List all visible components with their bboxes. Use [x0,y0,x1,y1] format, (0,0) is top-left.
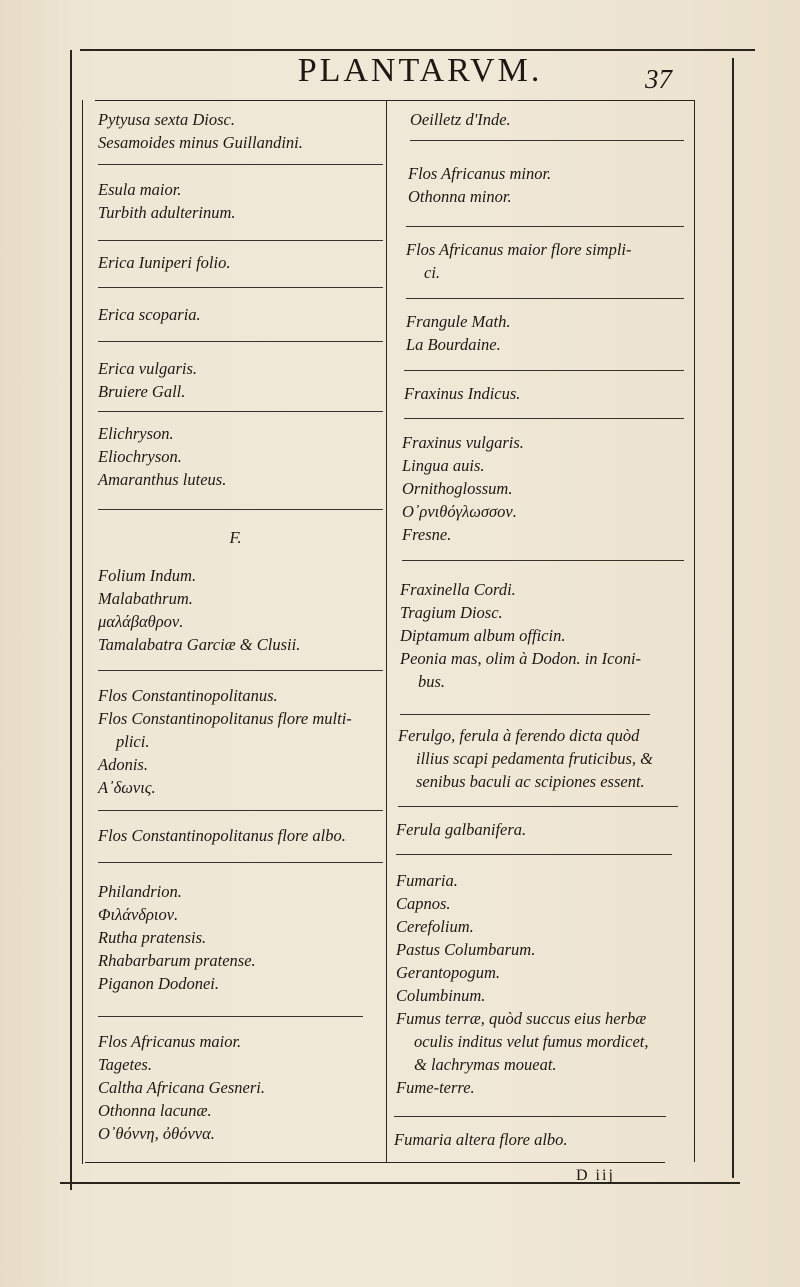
separator [406,226,684,227]
section-heading: F. [229,528,242,547]
entry-line: Ο᾽θόννη, ὀθόννα. [98,1124,215,1143]
bottom-rule [85,1162,665,1163]
entry-line: bus. [418,672,446,691]
entry-line: Malabathrum. [98,589,193,608]
section-letter-f [98,526,383,549]
entry-ferulgo [398,724,684,793]
left-column [98,104,383,1160]
entry-line: oculis inditus velut fumus mordicet, [414,1032,649,1051]
footer-rule [60,1182,740,1184]
page-number: 37 [645,64,672,94]
entry-fraxinus-vulgaris [402,431,684,546]
entry-line: Rhabarbarum pratense. [98,951,256,970]
frame-right-rule [732,58,734,1178]
entry-line: Bruiere Gall. [98,382,186,401]
entry-line: illius scapi pedamenta fruticibus, & [416,749,653,768]
separator [396,854,672,855]
separator [406,298,684,299]
entry-line: Columbinum. [396,986,486,1005]
entry-line: Ο᾽ρνιθόγλωσσον. [402,502,517,521]
entry-line: Flos Constantinopolitanus flore albo. [98,826,346,845]
entry-fraxinella [400,578,684,693]
entry-line: Ferula galbanifera. [396,820,527,839]
entry-line: Flos Africanus maior. [98,1032,242,1051]
entry-line: Tragium Diosc. [400,603,503,622]
entry-line: Pytyusa sexta Diosc. [98,110,236,129]
entry-line: Fraxinella Cordi. [400,580,516,599]
separator [98,287,383,288]
separator [98,240,383,241]
entry-line: Ornithoglossum. [402,479,513,498]
right-col-rule [694,100,695,1162]
entry-pytyusa [98,108,383,154]
entry-fumaria-altera [394,1128,684,1151]
separator [98,862,383,863]
entry-line: Erica scoparia. [98,305,201,324]
frame-inner-left-rule [82,100,83,1164]
entry-line: Fraxinus vulgaris. [402,433,524,452]
entry-line: Adonis. [98,755,148,774]
entry-flos-africanus-minor [408,162,684,208]
right-column [392,104,684,1160]
entry-line: Rutha pratensis. [98,928,207,947]
entry-ferula-galbanifera [396,818,684,841]
separator [98,670,383,671]
entry-folium-indum [98,564,383,656]
entry-line: Capnos. [396,894,451,913]
entry-line: Erica Iuniperi folio. [98,253,231,272]
entry-line: Ferulgo, ferula à ferendo dicta quòd [398,726,640,745]
entry-line: Turbith adulterinum. [98,203,236,222]
entry-line: Sesamoides minus Guillandini. [98,133,303,152]
entry-philandrion [98,880,383,995]
entry-line: Othonna lacunæ. [98,1101,212,1120]
entry-line: senibus baculi ac scipiones essent. [416,772,645,791]
entry-line: Diptamum album officin. [400,626,566,645]
entry-line: Α᾽δωνις. [98,778,156,797]
entry-erica-scoparia [98,303,383,326]
signature-mark: D iij [576,1167,615,1184]
entry-flos-africanus-simplici [406,238,684,284]
entry-line: Gerantopogum. [396,963,501,982]
entry-line: μαλάβαθρον. [98,612,184,631]
entry-line: Erica vulgaris. [98,359,197,378]
separator [410,140,684,141]
entry-line: Piganon Dodonei. [98,974,219,993]
entry-line: Frangule Math. [406,312,511,331]
entry-line: Flos Africanus maior flore simpli- [406,240,632,259]
entry-line: ci. [424,263,441,282]
entry-line: Folium Indum. [98,566,197,585]
entry-line: Tamalabatra Garciæ & Clusii. [98,635,301,654]
entry-line: Cerefolium. [396,917,474,936]
column-divider [386,100,387,1162]
entry-line: & lachrymas moueat. [414,1055,557,1074]
entry-oeilletz [410,108,684,131]
separator [98,411,383,412]
entry-erica-iuniperi [98,251,383,274]
separator [98,164,383,165]
entry-flos-africanus-maior [98,1030,383,1145]
entry-line: Φιλάνδριον. [98,905,179,924]
separator [404,418,684,419]
separator [98,509,383,510]
entry-line: Elichryson. [98,424,174,443]
entry-line: Esula maior. [98,180,182,199]
entry-line: La Bourdaine. [406,335,501,354]
entry-line: Lingua auis. [402,456,485,475]
separator [98,1016,363,1017]
entry-fumaria [396,869,684,1099]
entry-line: Flos Constantinopolitanus. [98,686,278,705]
entry-line: Fumaria altera flore albo. [394,1130,568,1149]
entry-line: Fumus terræ, quòd succus eius herbæ [396,1009,647,1028]
entry-line: Caltha Africana Gesneri. [98,1078,265,1097]
entry-frangule [406,310,684,356]
entry-line: Fraxinus Indicus. [404,384,521,403]
separator [394,1116,666,1117]
separator [98,341,383,342]
frame-top-rule [80,49,755,51]
entry-line: Fume-terre. [396,1078,475,1097]
separator [400,714,650,715]
running-title: PLANTARVM. [297,52,543,89]
entry-line: Flos Constantinopolitanus flore multi- [98,709,352,728]
entry-flos-constantinopolitanus [98,684,383,799]
entry-line: Oeilletz d'Inde. [410,110,511,129]
entry-line: Philandrion. [98,882,182,901]
entry-line: Eliochryson. [98,447,182,466]
header-rule [95,100,695,101]
entry-erica-vulgaris [98,357,383,403]
entry-esula [98,178,383,224]
entry-fraxinus-indicus [404,382,684,405]
separator [398,806,678,807]
entry-line: Fresne. [402,525,452,544]
entry-elichryson [98,422,383,491]
entry-line: Othonna minor. [408,187,512,206]
frame-left-rule [70,50,72,1190]
entry-line: plici. [116,732,150,751]
entry-flos-constantinopolitanus-albo [98,824,383,847]
entry-line: Fumaria. [396,871,458,890]
separator [402,560,684,561]
entry-line: Amaranthus luteus. [98,470,227,489]
entry-line: Tagetes. [98,1055,152,1074]
entry-line: Peonia mas, olim à Dodon. in Iconi- [400,649,642,668]
separator [404,370,684,371]
separator [98,810,383,811]
entry-line: Flos Africanus minor. [408,164,552,183]
entry-line: Pastus Columbarum. [396,940,536,959]
